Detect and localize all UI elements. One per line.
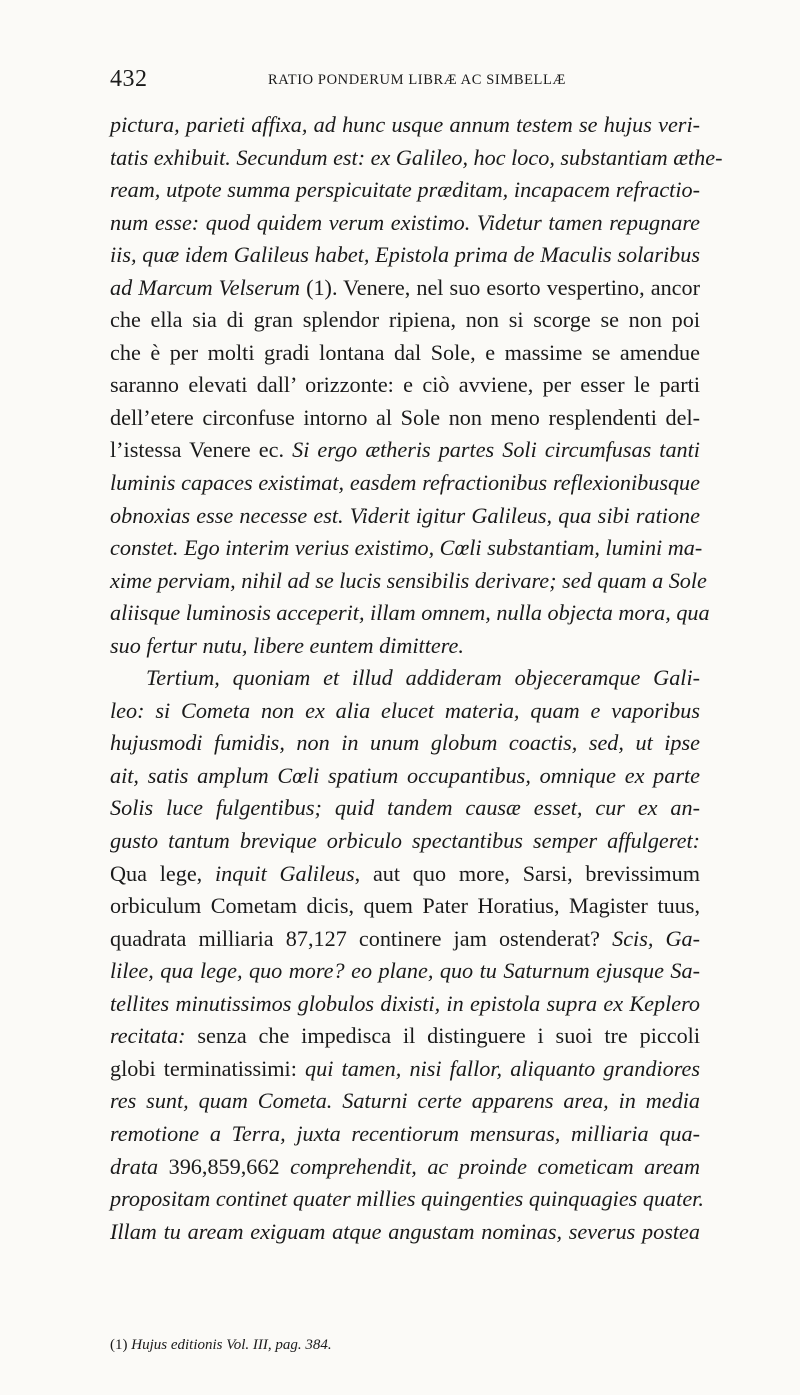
text-segment: xime perviam, nihil ad se lucis sensibilis derivare; sed quam a Sole [110, 567, 707, 593]
footnote-marker: (1) [110, 1337, 128, 1353]
text-segment: iis, quæ idem Galileus habet, Epistola prima de Maculis solaribus [110, 242, 700, 268]
text-segment: Qua lege, [110, 860, 215, 886]
text-line [110, 369, 700, 402]
text-segment: hujusmodi fumidis, non in unum globum coactis, sed, ut ipse [110, 730, 700, 756]
page-header [110, 66, 700, 106]
text-segment: tatis exhibuit. Secundum est: ex Galileo, hoc loco, substantiam æthe- [110, 144, 723, 170]
text-segment: dell’etere circonfuse intorno al Sole non meno resplendenti del- [110, 404, 700, 430]
text-line [110, 109, 700, 142]
text-segment: propositam continet quater millies quingenties quinquagies quater. [110, 1186, 704, 1212]
text-segment: suo fertur nutu, libere euntem dimittere. [110, 632, 464, 658]
text-line [110, 207, 700, 240]
text-line [110, 434, 700, 467]
text-segment: 396,859,662 [168, 1153, 291, 1179]
text-segment: qui tamen, nisi fallor, aliquanto grandiores [305, 1055, 700, 1081]
text-segment: num esse: quod quidem verum existimo. Videtur tamen repugnare [110, 209, 700, 235]
text-segment: gusto tantum brevique orbiculo spectantibus semper affulgeret: [110, 828, 700, 854]
body-text [110, 109, 723, 1248]
text-segment: res sunt, quam Cometa. Saturni certe apparens area, in media [110, 1088, 700, 1114]
text-segment: senza che impedisca il distinguere i suoi tre piccoli [197, 1023, 701, 1049]
text-segment: che ella sia di gran splendor ripiena, non si scorge se non poi [110, 307, 700, 333]
text-segment: comprehendit, ac proinde cometicam aream [290, 1153, 700, 1179]
text-segment: saranno elevati dall’ orizzonte: e ciò avviene, per esser le parti [110, 372, 700, 398]
footnote [110, 1337, 332, 1354]
text-segment: l’istessa Venere ec. [110, 437, 293, 463]
text-line [110, 272, 700, 305]
text-line [110, 890, 700, 923]
text-segment: remotione a Terra, juxta recentiorum mensuras, milliaria qua- [110, 1120, 700, 1146]
text-line [110, 467, 700, 500]
text-line [110, 1118, 700, 1151]
text-line [110, 1216, 700, 1249]
text-segment: ream, utpote summa perspicuitate præditam, incapacem refractio- [110, 177, 700, 203]
text-line [110, 304, 700, 337]
text-line [110, 955, 700, 988]
text-line [110, 988, 700, 1021]
text-line [110, 597, 710, 630]
text-line [110, 825, 700, 858]
text-line [110, 174, 700, 207]
text-segment: pictura, parieti affixa, ad hunc usque annum testem se hujus veri- [110, 112, 700, 137]
text-segment: Scis, Ga- [612, 925, 701, 951]
page-number: 432 [110, 66, 148, 92]
text-line [110, 858, 700, 891]
text-segment: Si ergo ætheris partes Soli circumfusas tanti [292, 437, 700, 463]
text-line [110, 1020, 700, 1053]
text-segment: inquit Galileus [214, 860, 355, 886]
text-line [110, 695, 700, 728]
text-segment: lilee, qua lege, quo more? eo plane, quo tu Saturnum ejusque Sa- [110, 958, 700, 984]
text-segment: Solis luce fulgentibus; quid tandem causæ esset, cur ex an- [110, 795, 700, 821]
text-line [110, 792, 700, 825]
text-segment: obnoxias esse necesse est. Viderit igitur Galileus, qua sibi ratione [110, 502, 700, 528]
text-line [110, 727, 700, 760]
footnote-text: Hujus editionis Vol. III, pag. 384. [131, 1337, 332, 1353]
text-segment: tellites minutissimos globulos dixisti, in epistola supra ex Keplero [110, 990, 700, 1016]
text-line [110, 239, 700, 272]
text-segment: ait, satis amplum Cœli spatium occupantibus, omnique ex parte [110, 762, 700, 788]
text-segment: constet. Ego interim verius existimo, Cœli substantiam, lumini ma- [110, 535, 703, 561]
text-segment: Tertium, quoniam et illud addideram objeceramque Gali- [146, 665, 700, 691]
text-line [110, 760, 700, 793]
text-segment: orbiculum Cometam dicis, quem Pater Horatius, Magister tuus, [110, 893, 700, 919]
text-line [110, 1183, 704, 1216]
text-segment: Illam tu aream exiguam atque angustam nominas, severus postea [110, 1218, 700, 1244]
text-line [110, 532, 703, 565]
text-segment: recitata: [110, 1023, 198, 1049]
text-segment: ad Marcum Velserum [110, 274, 301, 300]
text-line [110, 142, 723, 175]
text-segment: drata [110, 1153, 169, 1179]
text-segment: (1). Venere, nel suo esorto vespertino, ancor [300, 274, 700, 300]
text-line [110, 565, 707, 598]
text-line [110, 1053, 700, 1086]
text-line [110, 923, 700, 956]
text-segment: leo: si Cometa non ex alia elucet materia, quam e vaporibus [110, 697, 700, 723]
running-head: RATIO PONDERUM LIBRÆ AC SIMBELLÆ [268, 72, 566, 88]
text-segment: globi terminatissimi: [110, 1055, 306, 1081]
text-line [110, 337, 700, 370]
text-segment: quadrata milliaria 87,127 continere jam ostenderat? [110, 925, 613, 951]
text-line [110, 1151, 700, 1184]
text-segment: che è per molti gradi lontana dal Sole, e massime se amendue [110, 339, 700, 365]
text-line [110, 402, 700, 435]
text-line [110, 630, 700, 663]
text-line [110, 500, 700, 533]
text-segment: , aut quo more, Sarsi, brevissimum [354, 860, 700, 886]
text-line [110, 1085, 700, 1118]
text-segment: luminis capaces existimat, easdem refractionibus reflexionibusque [110, 470, 700, 496]
text-line [110, 662, 700, 695]
text-segment: aliisque luminosis acceperit, illam omnem, nulla objecta mora, qua [110, 600, 710, 626]
